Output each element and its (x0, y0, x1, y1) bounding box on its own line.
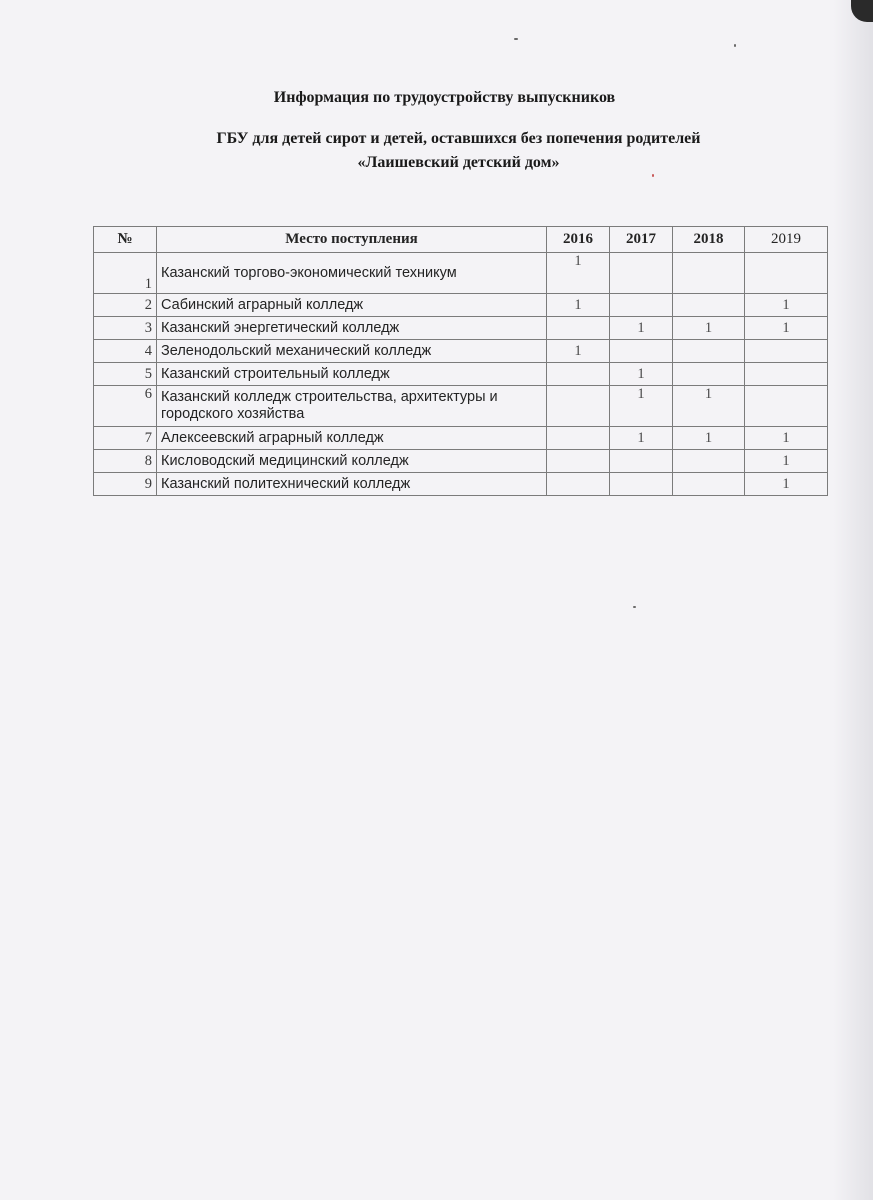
row-place: Алексеевский аграрный колледж (157, 427, 547, 450)
row-place: Зеленодольский механический колледж (157, 340, 547, 363)
scan-speck (633, 606, 636, 608)
cell-2017 (610, 294, 673, 317)
row-place: Казанский энергетический колледж (157, 317, 547, 340)
cell-2019: 1 (745, 473, 828, 496)
cell-2018: 1 (673, 427, 745, 450)
document-subtitle-name: «Лаишевский детский дом» (357, 154, 560, 171)
table-row (94, 340, 828, 363)
header-2018: 2018 (673, 227, 745, 253)
header-2017: 2017 (610, 227, 673, 253)
row-place: Казанский строительный колледж (157, 363, 547, 386)
row-place: Казанский торгово-экономический техникум (157, 253, 547, 294)
cell-2016: 1 (547, 294, 610, 317)
cell-2017 (610, 253, 673, 294)
cell-2018 (673, 253, 745, 294)
table-row (94, 317, 828, 340)
document-subtitle-organization: ГБУ для детей сирот и детей, оставшихся без попечения родителей (216, 130, 701, 147)
table-header-row (94, 227, 828, 253)
cell-2019: 1 (745, 294, 828, 317)
header-2016: 2016 (547, 227, 610, 253)
cell-2016 (547, 473, 610, 496)
table-row (94, 294, 828, 317)
cell-2016 (547, 363, 610, 386)
row-place: Сабинский аграрный колледж (157, 294, 547, 317)
table-row (94, 386, 828, 427)
cell-2017 (610, 473, 673, 496)
cell-2018 (673, 473, 745, 496)
row-number: 8 (94, 450, 157, 473)
cell-2017: 1 (610, 427, 673, 450)
cell-2019 (745, 386, 828, 427)
table-row (94, 427, 828, 450)
page-edge-shadow (833, 0, 873, 1200)
cell-2019: 1 (745, 317, 828, 340)
row-number: 1 (94, 253, 157, 294)
cell-2019: 1 (745, 427, 828, 450)
scan-speck (652, 174, 654, 177)
cell-2016: 1 (547, 340, 610, 363)
cell-2017: 1 (610, 363, 673, 386)
row-place: Казанский колледж строительства, архитектуры и городского хозяйства (157, 386, 547, 427)
row-number: 2 (94, 294, 157, 317)
row-place: Кисловодский медицинский колледж (157, 450, 547, 473)
cell-2019 (745, 253, 828, 294)
row-number: 6 (94, 386, 157, 427)
cell-2018 (673, 450, 745, 473)
cell-2016 (547, 317, 610, 340)
cell-2018 (673, 363, 745, 386)
cell-2018: 1 (673, 386, 745, 427)
row-number: 5 (94, 363, 157, 386)
cell-2019 (745, 340, 828, 363)
document-title: Информация по трудоустройству выпускников (273, 89, 616, 106)
cell-2018: 1 (673, 317, 745, 340)
cell-2018 (673, 340, 745, 363)
cell-2019: 1 (745, 450, 828, 473)
header-num: № (94, 227, 157, 253)
row-number: 9 (94, 473, 157, 496)
row-number: 4 (94, 340, 157, 363)
scan-speck (514, 38, 518, 40)
table-row (94, 450, 828, 473)
graduates-table (93, 226, 828, 496)
row-place: Казанский политехнический колледж (157, 473, 547, 496)
row-number: 7 (94, 427, 157, 450)
cell-2019 (745, 363, 828, 386)
table-row (94, 473, 828, 496)
table-row (94, 363, 828, 386)
cell-2018 (673, 294, 745, 317)
table-row (94, 253, 828, 294)
cell-2016: 1 (547, 253, 610, 294)
cell-2017 (610, 340, 673, 363)
cell-2016 (547, 450, 610, 473)
cell-2016 (547, 427, 610, 450)
cell-2017: 1 (610, 317, 673, 340)
cell-2017 (610, 450, 673, 473)
cell-2016 (547, 386, 610, 427)
scan-speck (734, 44, 736, 47)
row-number: 3 (94, 317, 157, 340)
cell-2017: 1 (610, 386, 673, 427)
header-2019: 2019 (745, 227, 828, 253)
header-place: Место поступления (157, 227, 547, 253)
